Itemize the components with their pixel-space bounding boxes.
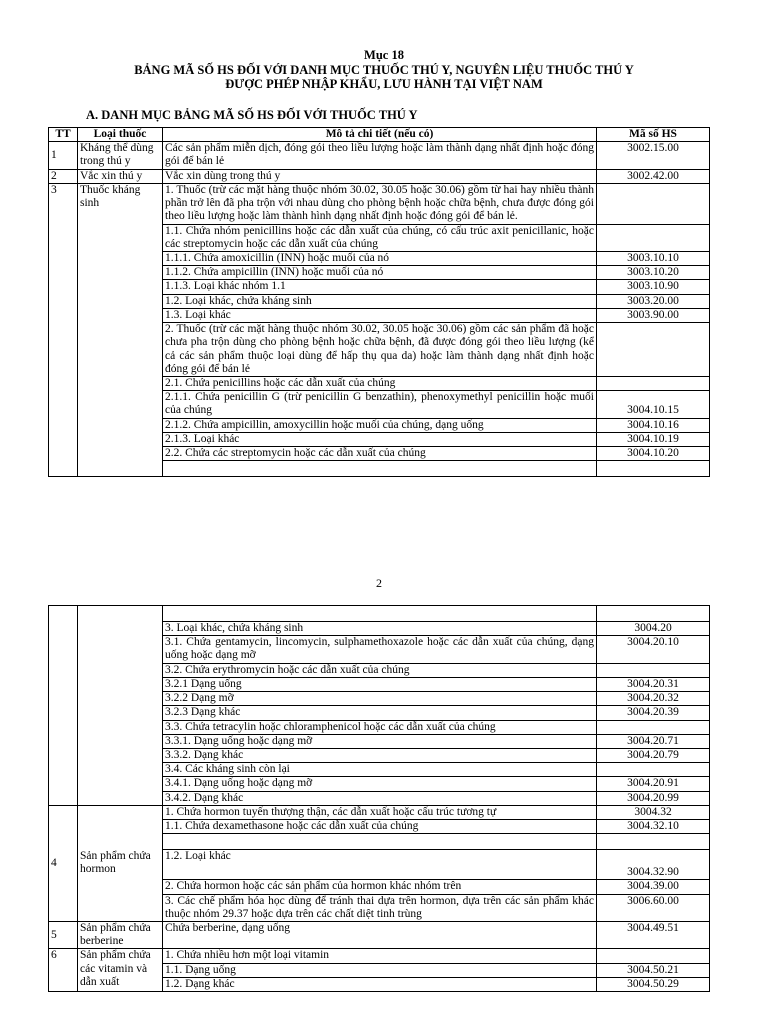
row-description: 2.1.3. Loại khác: [163, 432, 597, 446]
row-hs-code: [597, 720, 710, 734]
table-row: [49, 183, 710, 224]
row-description: 1.1.1. Chứa amoxicillin (INN) hoặc muối của nó: [163, 251, 597, 265]
row-description: 3.2.1 Dạng uống: [163, 677, 597, 691]
row-hs-code: 3003.10.10: [597, 251, 710, 265]
row-hs-code: 3003.10.20: [597, 266, 710, 280]
row-hs-code: 3004.10.16: [597, 418, 710, 432]
row-hs-code: [597, 663, 710, 677]
row-description: 1. Thuốc (trừ các mặt hàng thuộc nhóm 30.02, 30.05 hoặc 30.06) gồm từ hai hay nhiều thành phần trở lên đã pha trộn với nhau dùng cho phòng bệnh hoặc chữa bệnh, chưa được đóng gói theo liều lượng hoặc làm thành hình dạng nhất định hoặc đóng gói để bán lẻ.: [163, 183, 597, 224]
row-tt: 3: [49, 183, 78, 476]
row-description: Vắc xin dùng trong thú y: [163, 169, 597, 183]
row-hs-code: 3003.90.00: [597, 308, 710, 322]
row-description: 3.4.2. Dạng khác: [163, 791, 597, 805]
table-row: [49, 805, 710, 819]
row-description: 1.1. Chứa nhóm penicillins hoặc các dẫn xuất của chúng, có cấu trúc axit penicillanic, hoặc các streptomycin hoặc các dẫn xuất của chúng: [163, 224, 597, 251]
row-hs-code: 3004.20.91: [597, 777, 710, 791]
row-hs-code: 3004.32.90: [597, 850, 710, 880]
row-hs-code: 3004.32.10: [597, 820, 710, 834]
row-description: 1.2. Loại khác: [163, 850, 597, 880]
row-type: Kháng thể dùng trong thú y: [78, 142, 163, 169]
row-hs-code: 3004.20.79: [597, 748, 710, 762]
document-title-line2: ĐƯỢC PHÉP NHẬP KHẨU, LƯU HÀNH TẠI VIỆT NAM: [225, 77, 543, 91]
row-hs-code: 3004.20.99: [597, 791, 710, 805]
row-hs-code: 3004.20: [597, 622, 710, 636]
row-description: 3.4.1. Dạng uống hoặc dạng mỡ: [163, 777, 597, 791]
row-hs-code: 3003.10.90: [597, 280, 710, 294]
row-type: Thuốc kháng sinh: [78, 183, 163, 476]
row-hs-code: 3004.20.31: [597, 677, 710, 691]
row-description: 1.1.2. Chứa ampicillin (INN) hoặc muối của nó: [163, 266, 597, 280]
table-row: [49, 606, 710, 622]
row-hs-code: 3003.20.00: [597, 294, 710, 308]
row-description: 1.1. Chứa dexamethasone hoặc các dẫn xuất của chúng: [163, 820, 597, 834]
row-description: 1.3. Loại khác: [163, 308, 597, 322]
hs-code-table-page2: [48, 605, 710, 992]
row-description: Các sản phẩm miễn dịch, đóng gói theo liều lượng hoặc làm thành dạng nhất định hoặc đóng gói để bán lẻ: [163, 142, 597, 169]
column-header-hs-code: Mã số HS: [597, 128, 710, 142]
row-description: 2.2. Chứa các streptomycin hoặc các dẫn xuất của chúng: [163, 447, 597, 461]
row-hs-code: [597, 834, 710, 850]
row-hs-code: 3004.49.51: [597, 921, 710, 948]
row-description: 3.1. Chứa gentamycin, lincomycin, sulphamethoxazole hoặc các dẫn xuất của chúng, dạng uống hoặc dạng mỡ: [163, 636, 597, 663]
row-tt: 2: [49, 169, 78, 183]
row-hs-code: 3006.60.00: [597, 894, 710, 921]
row-tt: [49, 606, 78, 806]
row-description: 3.2. Chứa erythromycin hoặc các dẫn xuất của chúng: [163, 663, 597, 677]
row-description: 3.3.2. Dạng khác: [163, 748, 597, 762]
row-tt: 4: [49, 805, 78, 921]
row-hs-code: [597, 224, 710, 251]
row-hs-code: 3004.10.15: [597, 391, 710, 418]
row-description: 1.1. Dạng uống: [163, 963, 597, 977]
row-hs-code: 3004.50.21: [597, 963, 710, 977]
row-hs-code: [597, 461, 710, 477]
table-header-row: [49, 128, 710, 142]
row-description: 1. Chứa nhiều hơn một loại vitamin: [163, 949, 597, 963]
row-description: 1.1.3. Loại khác nhóm 1.1: [163, 280, 597, 294]
row-hs-code: 3004.20.39: [597, 706, 710, 720]
table-row: [49, 949, 710, 963]
row-hs-code: [597, 763, 710, 777]
column-header-description: Mô tả chi tiết (nếu có): [163, 128, 597, 142]
section-a-heading: A. DANH MỤC BẢNG MÃ SỐ HS ĐỐI VỚI THUỐC THÚ Y: [86, 108, 418, 122]
column-header-type: Loại thuốc: [78, 128, 163, 142]
row-hs-code: 3004.10.20: [597, 447, 710, 461]
row-hs-code: [597, 606, 710, 622]
row-description: 3.2.2 Dạng mỡ: [163, 692, 597, 706]
row-description: 2. Chứa hormon hoặc các sản phẩm của hormon khác nhóm trên: [163, 880, 597, 894]
row-description: 2.1.2. Chứa ampicillin, amoxycillin hoặc muối của chúng, dạng uống: [163, 418, 597, 432]
table-row: [49, 169, 710, 183]
row-description: 3. Loại khác, chứa kháng sinh: [163, 622, 597, 636]
row-hs-code: 3004.20.71: [597, 734, 710, 748]
row-hs-code: 3004.39.00: [597, 880, 710, 894]
page-number: 2: [376, 576, 382, 590]
row-hs-code: [597, 949, 710, 963]
row-description: 3.3.1. Dạng uống hoặc dạng mỡ: [163, 734, 597, 748]
document-title-line1: BẢNG MÃ SỐ HS ĐỐI VỚI DANH MỤC THUỐC THÚ Y, NGUYÊN LIỆU THUỐC THÚ Y: [134, 63, 634, 77]
row-type: Vắc xin thú y: [78, 169, 163, 183]
table-row: [49, 142, 710, 169]
row-hs-code: 3004.20.10: [597, 636, 710, 663]
row-type: Sản phẩm chứa các vitamin và dẫn xuất: [78, 949, 163, 992]
row-description: 3.4. Các kháng sinh còn lại: [163, 763, 597, 777]
row-type: [78, 606, 163, 806]
row-description: 2. Thuốc (trừ các mặt hàng thuộc nhóm 30.02, 30.05 hoặc 30.06) gồm các sản phẩm đã hoặc chưa pha trộn dùng cho phòng bệnh hoặc chữa bệnh, đã được đóng gói theo liều lượng (kể cả các sản phẩm thuộc loại dùng để hấp thụ qua da) hoặc làm thành dạng nhất định hoặc đóng gói để bán lẻ: [163, 323, 597, 377]
row-hs-code: [597, 183, 710, 224]
row-description: 2.1. Chứa penicillins hoặc các dẫn xuất của chúng: [163, 376, 597, 390]
row-hs-code: [597, 323, 710, 377]
section-number: Mục 18: [364, 48, 404, 62]
row-description: 1. Chứa hormon tuyến thượng thận, các dẫn xuất hoặc cấu trúc tương tự: [163, 805, 597, 819]
row-hs-code: 3004.32: [597, 805, 710, 819]
row-description: 1.2. Dạng khác: [163, 977, 597, 991]
row-hs-code: [597, 376, 710, 390]
row-type: Sản phẩm chứa berberine: [78, 921, 163, 948]
hs-code-table-page1: [48, 127, 710, 477]
row-description: Chứa berberine, dạng uống: [163, 921, 597, 948]
row-hs-code: 3004.10.19: [597, 432, 710, 446]
row-hs-code: 3002.15.00: [597, 142, 710, 169]
row-description: 3. Các chế phẩm hóa học dùng để tránh thai dựa trên hormon, dựa trên các sản phẩm khác thuộc nhóm 29.37 hoặc dựa trên các chất diệt tinh trùng: [163, 894, 597, 921]
row-description: [163, 606, 597, 622]
table-row: [49, 921, 710, 948]
row-description: [163, 461, 597, 477]
row-tt: 5: [49, 921, 78, 948]
row-description: [163, 834, 597, 850]
row-hs-code: 3004.20.32: [597, 692, 710, 706]
row-hs-code: 3004.50.29: [597, 977, 710, 991]
row-tt: 1: [49, 142, 78, 169]
row-type: Sản phẩm chứa hormon: [78, 805, 163, 921]
row-description: 3.2.3 Dạng khác: [163, 706, 597, 720]
column-header-tt: TT: [49, 128, 78, 142]
row-hs-code: 3002.42.00: [597, 169, 710, 183]
row-tt: 6: [49, 949, 78, 992]
row-description: 1.2. Loại khác, chứa kháng sinh: [163, 294, 597, 308]
row-description: 2.1.1. Chứa penicillin G (trừ penicillin G benzathin), phenoxymethyl penicillin hoặc muối của chúng: [163, 391, 597, 418]
row-description: 3.3. Chứa tetracylin hoặc chloramphenicol hoặc các dẫn xuất của chúng: [163, 720, 597, 734]
